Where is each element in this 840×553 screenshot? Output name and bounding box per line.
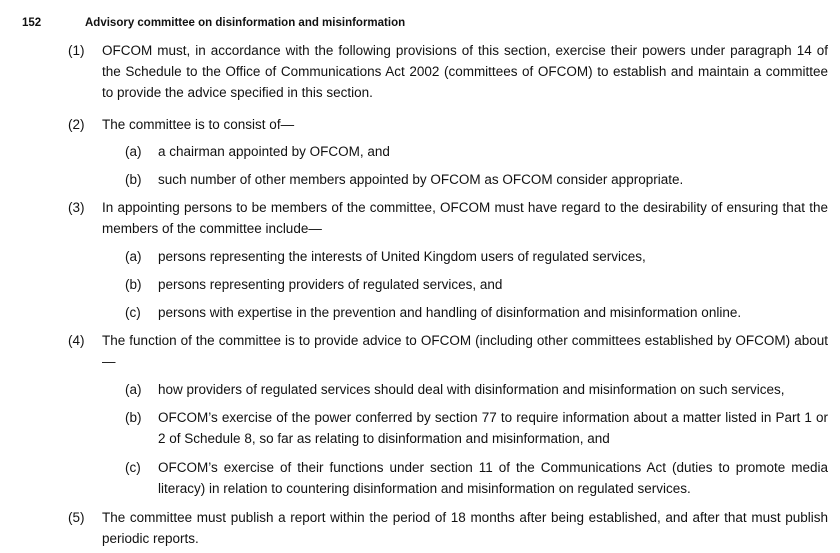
subsection-3-text: In appointing persons to be members of the committee, OFCOM must have regard to the desirability of ensuring that the members of the committee include— — [102, 200, 828, 236]
subsection-4-para-b-text: OFCOM’s exercise of the power conferred by section 77 to require information about a matter listed in Part 1 or 2 of Schedule 8, so far as relating to disinformation and misinformation, and — [158, 410, 828, 446]
subsection-2-para-b-text: such number of other members appointed by OFCOM as OFCOM consider appropriate. — [158, 172, 684, 187]
subsection-4-para-a-number: (a) — [125, 382, 142, 397]
subsection-4-para-a-text: how providers of regulated services should deal with disinformation and misinformation on such services, — [158, 382, 785, 397]
subsection-2-para-b-number: (b) — [125, 172, 142, 187]
subsection-4-para-c-number: (c) — [125, 460, 141, 475]
subsection-2-para-a-number: (a) — [125, 144, 142, 159]
subsection-2-text: The committee is to consist of— — [102, 117, 295, 132]
section-title: Advisory committee on disinformation and misinformation — [85, 17, 406, 29]
subsection-3-para-b-text: persons representing providers of regulated services, and — [158, 277, 503, 292]
subsection-3-para-c-number: (c) — [125, 305, 141, 320]
subsection-3-para-b-number: (b) — [125, 277, 142, 292]
subsection-3-para-a-number: (a) — [125, 249, 142, 264]
subsection-2-number: (2) — [68, 117, 85, 132]
subsection-2-para-a-text: a chairman appointed by OFCOM, and — [158, 144, 390, 159]
subsection-5-text: The committee must publish a report within the period of 18 months after being established, and after that must publish periodic reports. — [102, 510, 828, 546]
subsection-4-para-b-number: (b) — [125, 410, 142, 425]
subsection-3-para-a-text: persons representing the interests of United Kingdom users of regulated services, — [158, 249, 646, 264]
subsection-1-text: OFCOM must, in accordance with the following provisions of this section, exercise their powers under paragraph 14 of the Schedule to the Office of Communications Act 2002 (committees of OFCOM) to establish and maintain a committee to provide the advice specified in this section. — [102, 43, 828, 100]
subsection-5-number: (5) — [68, 510, 85, 525]
subsection-4-number: (4) — [68, 333, 85, 348]
subsection-4-para-c-text: OFCOM’s exercise of their functions under section 11 of the Communications Act (duties to promote media literacy) in relation to countering disinformation and misinformation on regulated services. — [158, 460, 828, 496]
section-number: 152 — [22, 17, 42, 29]
subsection-1-number: (1) — [68, 43, 85, 58]
subsection-3-number: (3) — [68, 200, 85, 215]
subsection-4-text: The function of the committee is to provide advice to OFCOM (including other committees established by OFCOM) about— — [102, 333, 828, 369]
subsection-3-para-c-text: persons with expertise in the prevention and handling of disinformation and misinformation online. — [158, 305, 742, 320]
